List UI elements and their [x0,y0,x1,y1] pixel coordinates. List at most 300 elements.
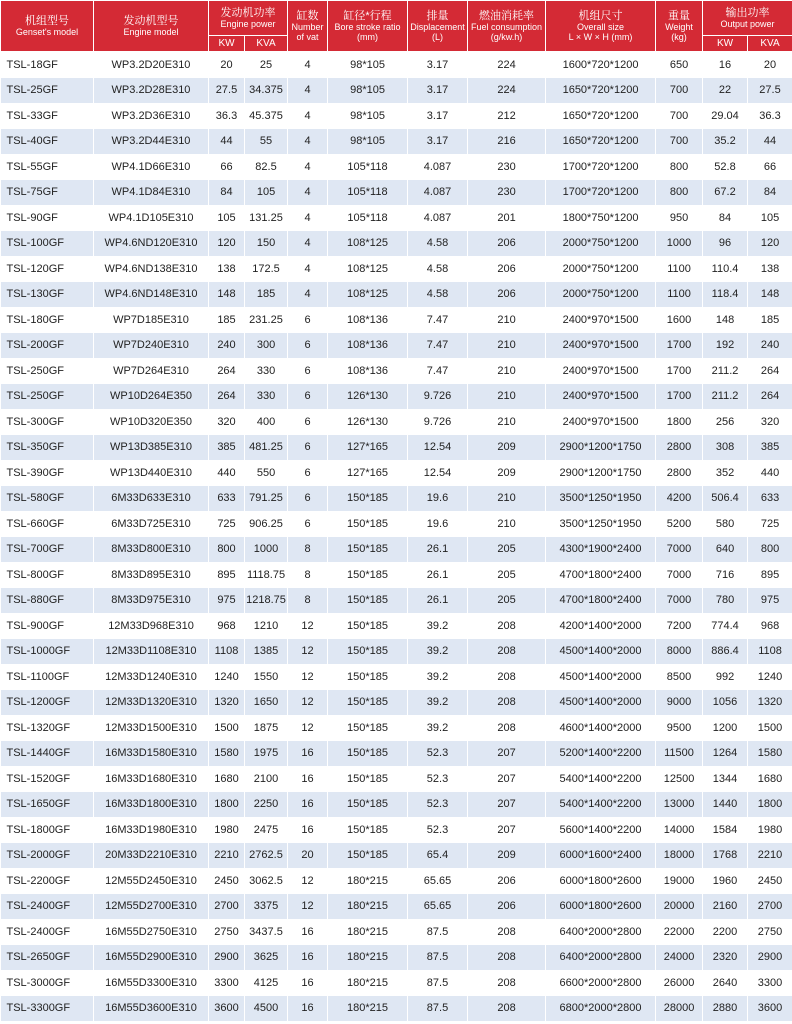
engine-kva-cell: 3437.5 [245,919,288,945]
table-row [1,205,792,231]
cylinders-cell: 16 [288,817,328,843]
engine-model-cell: WP4.1D84E310 [94,180,209,206]
output-kva-cell: 800 [748,537,792,563]
fuel-consumption-cell: 208 [468,996,546,1022]
overall-size-cell: 6400*2000*2800 [546,945,656,971]
engine-kva-cell: 2250 [245,792,288,818]
engine-kw-cell: 3600 [209,996,245,1022]
displacement-cell: 12.54 [408,435,468,461]
fuel-consumption-cell: 208 [468,919,546,945]
header-fuel-cn: 燃油消耗率 [479,10,535,22]
engine-model-cell: WP3.2D36E310 [94,103,209,129]
displacement-cell: 87.5 [408,970,468,996]
header-displacement-en: Displacement [410,22,465,32]
cylinders-cell: 4 [288,154,328,180]
weight-cell: 9000 [656,690,703,716]
weight-cell: 2800 [656,435,703,461]
engine-kva-cell: 231.25 [245,307,288,333]
output-kw-cell: 84 [703,205,748,231]
output-kw-cell: 96 [703,231,748,257]
model-cell: TSL-25GF [1,78,94,104]
displacement-cell: 26.1 [408,562,468,588]
engine-model-cell: 16M55D3300E310 [94,970,209,996]
header-engine-model [94,1,209,52]
table-row [1,613,792,639]
engine-model-cell: WP3.2D20E310 [94,52,209,78]
engine-kw-cell: 240 [209,333,245,359]
output-kw-cell: 67.2 [703,180,748,206]
engine-model-cell: 12M55D2700E310 [94,894,209,920]
engine-kva-cell: 1210 [245,613,288,639]
bore-stroke-cell: 98*105 [328,103,408,129]
cylinders-cell: 12 [288,613,328,639]
fuel-consumption-cell: 210 [468,358,546,384]
overall-size-cell: 6800*2000*2800 [546,996,656,1022]
output-kw-cell: 780 [703,588,748,614]
engine-model-cell: WP3.2D44E310 [94,129,209,155]
model-cell: TSL-200GF [1,333,94,359]
model-cell: TSL-2400GF [1,894,94,920]
output-kw-cell: 580 [703,511,748,537]
engine-kva-cell: 82.5 [245,154,288,180]
output-kw-cell: 1056 [703,690,748,716]
engine-kw-cell: 2750 [209,919,245,945]
cylinders-cell: 12 [288,868,328,894]
overall-size-cell: 1700*720*1200 [546,180,656,206]
table-row [1,919,792,945]
overall-size-cell: 4300*1900*2400 [546,537,656,563]
displacement-cell: 19.6 [408,511,468,537]
engine-kw-cell: 1680 [209,766,245,792]
displacement-cell: 4.58 [408,256,468,282]
output-kva-cell: 1800 [748,792,792,818]
overall-size-cell: 2400*970*1500 [546,358,656,384]
engine-model-cell: 8M33D895E310 [94,562,209,588]
engine-kw-cell: 2450 [209,868,245,894]
overall-size-cell: 4700*1800*2400 [546,588,656,614]
table-row [1,333,792,359]
table-row [1,970,792,996]
model-cell: TSL-1320GF [1,715,94,741]
overall-size-cell: 4600*1400*2000 [546,715,656,741]
fuel-consumption-cell: 208 [468,715,546,741]
header-cylinders [288,1,328,52]
cylinders-cell: 20 [288,843,328,869]
displacement-cell: 7.47 [408,358,468,384]
overall-size-cell: 2000*750*1200 [546,231,656,257]
output-kw-cell: 506.4 [703,486,748,512]
engine-kva-cell: 1000 [245,537,288,563]
fuel-consumption-cell: 210 [468,384,546,410]
output-kw-cell: 2880 [703,996,748,1022]
fuel-consumption-cell: 210 [468,511,546,537]
output-kw-cell: 22 [703,78,748,104]
cylinders-cell: 16 [288,919,328,945]
weight-cell: 9500 [656,715,703,741]
weight-cell: 1100 [656,256,703,282]
table-row [1,741,792,767]
output-kva-cell: 1680 [748,766,792,792]
output-kva-cell: 3300 [748,970,792,996]
bore-stroke-cell: 105*118 [328,180,408,206]
displacement-cell: 65.4 [408,843,468,869]
engine-kva-cell: 2100 [245,766,288,792]
engine-kw-cell: 105 [209,205,245,231]
output-kw-cell: 211.2 [703,358,748,384]
bore-stroke-cell: 98*105 [328,129,408,155]
cylinders-cell: 4 [288,231,328,257]
overall-size-cell: 6000*1800*2600 [546,868,656,894]
output-kva-cell: 148 [748,282,792,308]
fuel-consumption-cell: 209 [468,435,546,461]
engine-kva-cell: 3625 [245,945,288,971]
cylinders-cell: 12 [288,894,328,920]
engine-kva-cell: 3375 [245,894,288,920]
engine-kw-cell: 1108 [209,639,245,665]
table-row [1,715,792,741]
table-row [1,103,792,129]
overall-size-cell: 4500*1400*2000 [546,664,656,690]
output-kw-cell: 2320 [703,945,748,971]
table-row [1,588,792,614]
table-row [1,129,792,155]
engine-model-cell: 8M33D975E310 [94,588,209,614]
table-row [1,256,792,282]
engine-kw-cell: 895 [209,562,245,588]
cylinders-cell: 16 [288,970,328,996]
engine-model-cell: 6M33D633E310 [94,486,209,512]
model-cell: TSL-1520GF [1,766,94,792]
engine-model-cell: 12M33D968E310 [94,613,209,639]
bore-stroke-cell: 150*185 [328,766,408,792]
cylinders-cell: 16 [288,766,328,792]
bore-stroke-cell: 150*185 [328,741,408,767]
displacement-cell: 39.2 [408,690,468,716]
weight-cell: 11500 [656,741,703,767]
fuel-consumption-cell: 207 [468,817,546,843]
engine-model-cell: 12M55D2450E310 [94,868,209,894]
overall-size-cell: 2900*1200*1750 [546,435,656,461]
engine-kva-cell: 1550 [245,664,288,690]
output-kw-cell: 211.2 [703,384,748,410]
overall-size-cell: 2400*970*1500 [546,384,656,410]
weight-cell: 19000 [656,868,703,894]
overall-size-cell: 2400*970*1500 [546,409,656,435]
output-kva-cell: 1240 [748,664,792,690]
weight-cell: 7000 [656,588,703,614]
header-weight-en: Weight [665,22,693,32]
overall-size-cell: 1650*720*1200 [546,78,656,104]
overall-size-cell: 4500*1400*2000 [546,639,656,665]
engine-model-cell: 6M33D725E310 [94,511,209,537]
cylinders-cell: 12 [288,664,328,690]
weight-cell: 700 [656,78,703,104]
output-kw-cell: 256 [703,409,748,435]
model-cell: TSL-100GF [1,231,94,257]
bore-stroke-cell: 180*215 [328,945,408,971]
weight-cell: 8000 [656,639,703,665]
engine-kw-cell: 66 [209,154,245,180]
cylinders-cell: 4 [288,180,328,206]
engine-kw-cell: 36.3 [209,103,245,129]
model-cell: TSL-75GF [1,180,94,206]
engine-model-cell: WP10D264E350 [94,384,209,410]
bore-stroke-cell: 108*125 [328,256,408,282]
model-cell: TSL-180GF [1,307,94,333]
engine-kw-cell: 975 [209,588,245,614]
engine-model-cell: 12M33D1108E310 [94,639,209,665]
output-kva-cell: 2450 [748,868,792,894]
cylinders-cell: 8 [288,562,328,588]
displacement-cell: 3.17 [408,103,468,129]
displacement-cell: 3.17 [408,78,468,104]
output-kw-cell: 774.4 [703,613,748,639]
output-kva-cell: 264 [748,358,792,384]
output-kw-cell: 192 [703,333,748,359]
bore-stroke-cell: 150*185 [328,537,408,563]
engine-model-cell: WP4.6ND120E310 [94,231,209,257]
header-displacement [408,1,468,52]
cylinders-cell: 6 [288,460,328,486]
cylinders-cell: 6 [288,435,328,461]
engine-model-cell: WP7D264E310 [94,358,209,384]
header-engine-model-en: Engine model [123,27,179,37]
weight-cell: 28000 [656,996,703,1022]
displacement-cell: 87.5 [408,919,468,945]
model-cell: TSL-1800GF [1,817,94,843]
output-kva-cell: 1108 [748,639,792,665]
output-kva-cell: 264 [748,384,792,410]
fuel-consumption-cell: 201 [468,205,546,231]
engine-kva-cell: 1875 [245,715,288,741]
bore-stroke-cell: 98*105 [328,52,408,78]
fuel-consumption-cell: 209 [468,460,546,486]
header-displacement-cn: 排量 [426,10,449,22]
fuel-consumption-cell: 206 [468,894,546,920]
displacement-cell: 26.1 [408,537,468,563]
output-kva-cell: 1500 [748,715,792,741]
table-row [1,945,792,971]
header-bore-cn: 缸径*行程 [343,10,392,22]
table-row [1,766,792,792]
cylinders-cell: 12 [288,715,328,741]
overall-size-cell: 5400*1400*2200 [546,792,656,818]
cylinders-cell: 16 [288,996,328,1022]
header-fuel-unit: (g/kw.h) [490,32,523,42]
fuel-consumption-cell: 208 [468,613,546,639]
bore-stroke-cell: 150*185 [328,690,408,716]
engine-kw-cell: 440 [209,460,245,486]
bore-stroke-cell: 150*185 [328,562,408,588]
overall-size-cell: 2000*750*1200 [546,256,656,282]
overall-size-cell: 3500*1250*1950 [546,511,656,537]
engine-kw-cell: 20 [209,52,245,78]
engine-kw-cell: 633 [209,486,245,512]
fuel-consumption-cell: 212 [468,103,546,129]
engine-kva-cell: 4500 [245,996,288,1022]
cylinders-cell: 6 [288,486,328,512]
weight-cell: 7000 [656,562,703,588]
output-kva-cell: 84 [748,180,792,206]
fuel-consumption-cell: 206 [468,868,546,894]
engine-kw-cell: 27.5 [209,78,245,104]
weight-cell: 12500 [656,766,703,792]
engine-kw-cell: 968 [209,613,245,639]
output-kva-cell: 120 [748,231,792,257]
overall-size-cell: 4700*1800*2400 [546,562,656,588]
table-row [1,358,792,384]
cylinders-cell: 6 [288,384,328,410]
engine-model-cell: 8M33D800E310 [94,537,209,563]
output-kw-cell: 1768 [703,843,748,869]
engine-model-cell: WP13D440E310 [94,460,209,486]
weight-cell: 13000 [656,792,703,818]
output-kva-cell: 2900 [748,945,792,971]
model-cell: TSL-300GF [1,409,94,435]
cylinders-cell: 4 [288,52,328,78]
table-row [1,460,792,486]
engine-model-cell: WP10D320E350 [94,409,209,435]
output-kva-cell: 633 [748,486,792,512]
header-size-cn: 机组尺寸 [578,10,623,22]
weight-cell: 1700 [656,384,703,410]
header-size-unit: L × W × H (mm) [568,32,633,42]
model-cell: TSL-1200GF [1,690,94,716]
engine-kva-cell: 1218.75 [245,588,288,614]
header-weight [656,1,703,52]
output-kw-cell: 35.2 [703,129,748,155]
table-row [1,843,792,869]
engine-model-cell: 16M55D2750E310 [94,919,209,945]
engine-kva-cell: 330 [245,384,288,410]
displacement-cell: 39.2 [408,715,468,741]
overall-size-cell: 1700*720*1200 [546,154,656,180]
weight-cell: 1800 [656,409,703,435]
model-cell: TSL-55GF [1,154,94,180]
table-row [1,537,792,563]
overall-size-cell: 2400*970*1500 [546,307,656,333]
output-kva-cell: 895 [748,562,792,588]
fuel-consumption-cell: 210 [468,486,546,512]
engine-model-cell: WP4.1D66E310 [94,154,209,180]
weight-cell: 800 [656,180,703,206]
header-model-en: Genset's model [15,27,79,37]
overall-size-cell: 2400*970*1500 [546,333,656,359]
output-kw-cell: 1264 [703,741,748,767]
model-cell: TSL-1100GF [1,664,94,690]
engine-kva-cell: 150 [245,231,288,257]
bore-stroke-cell: 150*185 [328,639,408,665]
model-cell: TSL-350GF [1,435,94,461]
engine-kva-cell: 172.5 [245,256,288,282]
engine-kw-cell: 138 [209,256,245,282]
bore-stroke-cell: 180*215 [328,894,408,920]
engine-kw-cell: 185 [209,307,245,333]
fuel-consumption-cell: 230 [468,180,546,206]
table-row [1,817,792,843]
displacement-cell: 4.087 [408,205,468,231]
output-kva-cell: 240 [748,333,792,359]
engine-kva-cell: 3062.5 [245,868,288,894]
cylinders-cell: 4 [288,282,328,308]
bore-stroke-cell: 108*136 [328,333,408,359]
weight-cell: 18000 [656,843,703,869]
bore-stroke-cell: 150*185 [328,486,408,512]
weight-cell: 1700 [656,333,703,359]
output-kva-cell: 385 [748,435,792,461]
overall-size-cell: 5600*1400*2200 [546,817,656,843]
header-weight-cn: 重量 [668,10,691,22]
bore-stroke-cell: 127*165 [328,435,408,461]
fuel-consumption-cell: 208 [468,970,546,996]
table-row [1,307,792,333]
table-row [1,996,792,1022]
engine-kva-cell: 300 [245,333,288,359]
weight-cell: 5200 [656,511,703,537]
engine-kva-cell: 185 [245,282,288,308]
fuel-consumption-cell: 224 [468,52,546,78]
output-kw-cell: 1200 [703,715,748,741]
table-row [1,231,792,257]
displacement-cell: 52.3 [408,817,468,843]
displacement-cell: 26.1 [408,588,468,614]
header-engine-kw: KW [209,36,245,52]
overall-size-cell: 6400*2000*2800 [546,919,656,945]
engine-model-cell: 16M33D1800E310 [94,792,209,818]
engine-model-cell: 12M33D1500E310 [94,715,209,741]
model-cell: TSL-580GF [1,486,94,512]
output-kva-cell: 36.3 [748,103,792,129]
table-row [1,384,792,410]
output-kva-cell: 2700 [748,894,792,920]
engine-kw-cell: 3300 [209,970,245,996]
engine-model-cell: 20M33D2210E310 [94,843,209,869]
engine-model-cell: 16M33D1680E310 [94,766,209,792]
fuel-consumption-cell: 205 [468,562,546,588]
engine-kw-cell: 2700 [209,894,245,920]
model-cell: TSL-3000GF [1,970,94,996]
cylinders-cell: 6 [288,409,328,435]
bore-stroke-cell: 98*105 [328,78,408,104]
output-kw-cell: 52.8 [703,154,748,180]
displacement-cell: 9.726 [408,384,468,410]
overall-size-cell: 4500*1400*2000 [546,690,656,716]
weight-cell: 7200 [656,613,703,639]
output-kw-cell: 1344 [703,766,748,792]
fuel-consumption-cell: 208 [468,639,546,665]
overall-size-cell: 5200*1400*2200 [546,741,656,767]
engine-kva-cell: 105 [245,180,288,206]
output-kva-cell: 3600 [748,996,792,1022]
overall-size-cell: 2900*1200*1750 [546,460,656,486]
bore-stroke-cell: 150*185 [328,843,408,869]
cylinders-cell: 6 [288,307,328,333]
fuel-consumption-cell: 209 [468,843,546,869]
header-size [546,1,656,52]
engine-kva-cell: 481.25 [245,435,288,461]
engine-kva-cell: 400 [245,409,288,435]
model-cell: TSL-880GF [1,588,94,614]
bore-stroke-cell: 180*215 [328,996,408,1022]
cylinders-cell: 4 [288,256,328,282]
bore-stroke-cell: 108*125 [328,282,408,308]
model-cell: TSL-18GF [1,52,94,78]
displacement-cell: 52.3 [408,792,468,818]
header-cylinders-cn: 缸数 [296,10,319,22]
cylinders-cell: 16 [288,741,328,767]
bore-stroke-cell: 180*215 [328,868,408,894]
table-row [1,409,792,435]
